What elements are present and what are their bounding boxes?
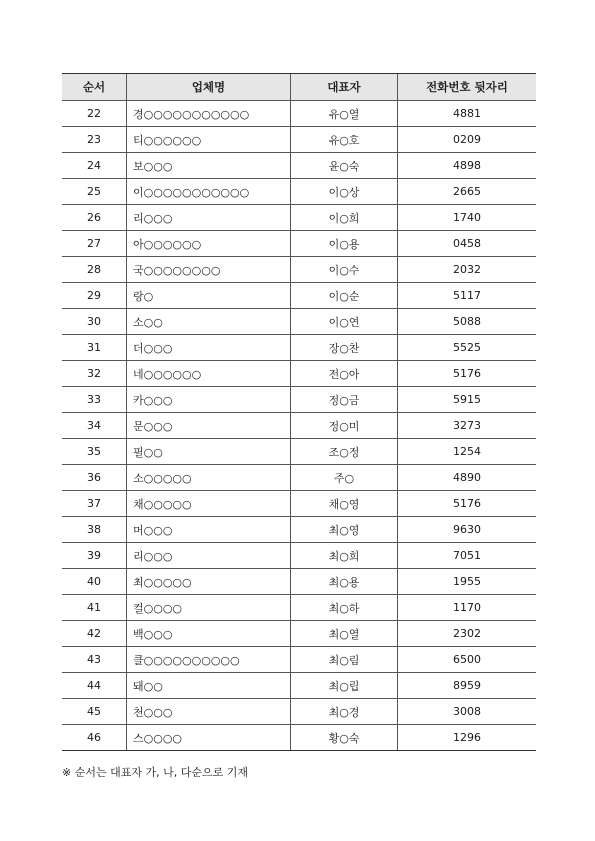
cell-phone-suffix: 5525 — [398, 335, 537, 361]
cell-company-name: 채○○○○○ — [127, 491, 291, 517]
table-row — [62, 595, 536, 621]
cell-order: 26 — [62, 205, 127, 231]
table-row — [62, 439, 536, 465]
cell-company-name: 클○○○○○○○○○○ — [127, 647, 291, 673]
table-row — [62, 309, 536, 335]
cell-company-name: 더○○○ — [127, 335, 291, 361]
cell-phone-suffix: 4890 — [398, 465, 537, 491]
cell-order: 33 — [62, 387, 127, 413]
cell-phone-suffix: 4898 — [398, 153, 537, 179]
cell-representative: 최○하 — [291, 595, 398, 621]
cell-order: 44 — [62, 673, 127, 699]
cell-representative: 이○용 — [291, 231, 398, 257]
cell-order: 32 — [62, 361, 127, 387]
table-row — [62, 127, 536, 153]
cell-phone-suffix: 3008 — [398, 699, 537, 725]
cell-phone-suffix: 1170 — [398, 595, 537, 621]
cell-representative: 유○열 — [291, 101, 398, 127]
table-row — [62, 725, 536, 751]
table-row — [62, 387, 536, 413]
table-row — [62, 699, 536, 725]
cell-order: 35 — [62, 439, 127, 465]
table-row — [62, 231, 536, 257]
cell-phone-suffix: 2665 — [398, 179, 537, 205]
cell-order: 27 — [62, 231, 127, 257]
table-row — [62, 543, 536, 569]
table-row — [62, 257, 536, 283]
cell-order: 28 — [62, 257, 127, 283]
cell-representative: 최○경 — [291, 699, 398, 725]
cell-order: 45 — [62, 699, 127, 725]
cell-company-name: 돼○○ — [127, 673, 291, 699]
cell-representative: 조○정 — [291, 439, 398, 465]
table-row — [62, 153, 536, 179]
cell-representative: 이○희 — [291, 205, 398, 231]
cell-company-name: 소○○○○○ — [127, 465, 291, 491]
cell-phone-suffix: 0458 — [398, 231, 537, 257]
cell-order: 40 — [62, 569, 127, 595]
cell-phone-suffix: 5176 — [398, 361, 537, 387]
cell-order: 22 — [62, 101, 127, 127]
cell-phone-suffix: 2302 — [398, 621, 537, 647]
cell-phone-suffix: 5176 — [398, 491, 537, 517]
cell-phone-suffix: 4881 — [398, 101, 537, 127]
cell-order: 29 — [62, 283, 127, 309]
cell-order: 43 — [62, 647, 127, 673]
cell-phone-suffix: 0209 — [398, 127, 537, 153]
cell-order: 24 — [62, 153, 127, 179]
cell-order: 38 — [62, 517, 127, 543]
cell-order: 46 — [62, 725, 127, 751]
cell-order: 37 — [62, 491, 127, 517]
vendor-table — [62, 73, 536, 751]
cell-company-name: 최○○○○○ — [127, 569, 291, 595]
cell-phone-suffix: 2032 — [398, 257, 537, 283]
cell-representative: 이○상 — [291, 179, 398, 205]
cell-company-name: 보○○○ — [127, 153, 291, 179]
cell-representative: 최○립 — [291, 673, 398, 699]
cell-representative: 장○찬 — [291, 335, 398, 361]
cell-company-name: 아○○○○○○ — [127, 231, 291, 257]
cell-representative: 정○금 — [291, 387, 398, 413]
cell-order: 30 — [62, 309, 127, 335]
header-representative: 대표자 — [291, 74, 398, 101]
cell-company-name: 랑○ — [127, 283, 291, 309]
table-row — [62, 335, 536, 361]
cell-representative: 황○숙 — [291, 725, 398, 751]
cell-phone-suffix: 7051 — [398, 543, 537, 569]
cell-company-name: 카○○○ — [127, 387, 291, 413]
cell-order: 25 — [62, 179, 127, 205]
cell-representative: 최○희 — [291, 543, 398, 569]
cell-order: 34 — [62, 413, 127, 439]
table-row — [62, 283, 536, 309]
vendor-table-container — [62, 73, 533, 751]
cell-representative: 이○수 — [291, 257, 398, 283]
cell-phone-suffix: 3273 — [398, 413, 537, 439]
cell-company-name: 네○○○○○○ — [127, 361, 291, 387]
cell-order: 31 — [62, 335, 127, 361]
cell-company-name: 스○○○○ — [127, 725, 291, 751]
cell-phone-suffix: 5915 — [398, 387, 537, 413]
footnote: ※ 순서는 대표자 가, 나, 다순으로 기재 — [62, 766, 248, 779]
cell-order: 42 — [62, 621, 127, 647]
cell-order: 41 — [62, 595, 127, 621]
cell-company-name: 천○○○ — [127, 699, 291, 725]
cell-phone-suffix: 8959 — [398, 673, 537, 699]
table-row — [62, 569, 536, 595]
cell-representative: 이○연 — [291, 309, 398, 335]
cell-company-name: 이○○○○○○○○○○○ — [127, 179, 291, 205]
cell-phone-suffix: 6500 — [398, 647, 537, 673]
table-body — [62, 101, 536, 751]
cell-phone-suffix: 5088 — [398, 309, 537, 335]
cell-phone-suffix: 1254 — [398, 439, 537, 465]
table-header-row — [62, 74, 536, 101]
table-row — [62, 673, 536, 699]
cell-representative: 윤○숙 — [291, 153, 398, 179]
cell-representative: 채○영 — [291, 491, 398, 517]
cell-order: 39 — [62, 543, 127, 569]
cell-company-name: 소○○ — [127, 309, 291, 335]
cell-phone-suffix: 1740 — [398, 205, 537, 231]
cell-company-name: 컬○○○○ — [127, 595, 291, 621]
cell-phone-suffix: 1955 — [398, 569, 537, 595]
cell-order: 36 — [62, 465, 127, 491]
table-row — [62, 517, 536, 543]
cell-representative: 최○용 — [291, 569, 398, 595]
table-row — [62, 361, 536, 387]
cell-company-name: 백○○○ — [127, 621, 291, 647]
table-row — [62, 491, 536, 517]
cell-company-name: 티○○○○○○ — [127, 127, 291, 153]
table-row — [62, 413, 536, 439]
cell-order: 23 — [62, 127, 127, 153]
cell-company-name: 리○○○ — [127, 543, 291, 569]
cell-representative: 전○아 — [291, 361, 398, 387]
cell-company-name: 리○○○ — [127, 205, 291, 231]
cell-representative: 최○열 — [291, 621, 398, 647]
table-row — [62, 179, 536, 205]
header-phone-suffix: 전화번호 뒷자리 — [398, 74, 537, 101]
cell-company-name: 머○○○ — [127, 517, 291, 543]
cell-company-name: 필○○ — [127, 439, 291, 465]
table-row — [62, 465, 536, 491]
cell-company-name: 국○○○○○○○○ — [127, 257, 291, 283]
cell-representative: 유○호 — [291, 127, 398, 153]
table-row — [62, 647, 536, 673]
cell-representative: 최○영 — [291, 517, 398, 543]
header-order: 순서 — [62, 74, 127, 101]
cell-phone-suffix: 5117 — [398, 283, 537, 309]
table-row — [62, 621, 536, 647]
cell-company-name: 경○○○○○○○○○○○ — [127, 101, 291, 127]
table-row — [62, 205, 536, 231]
cell-company-name: 문○○○ — [127, 413, 291, 439]
cell-representative: 주○ — [291, 465, 398, 491]
cell-phone-suffix: 9630 — [398, 517, 537, 543]
cell-representative: 최○림 — [291, 647, 398, 673]
cell-representative: 정○미 — [291, 413, 398, 439]
table-row — [62, 101, 536, 127]
cell-representative: 이○순 — [291, 283, 398, 309]
header-company-name: 업체명 — [127, 74, 291, 101]
cell-phone-suffix: 1296 — [398, 725, 537, 751]
